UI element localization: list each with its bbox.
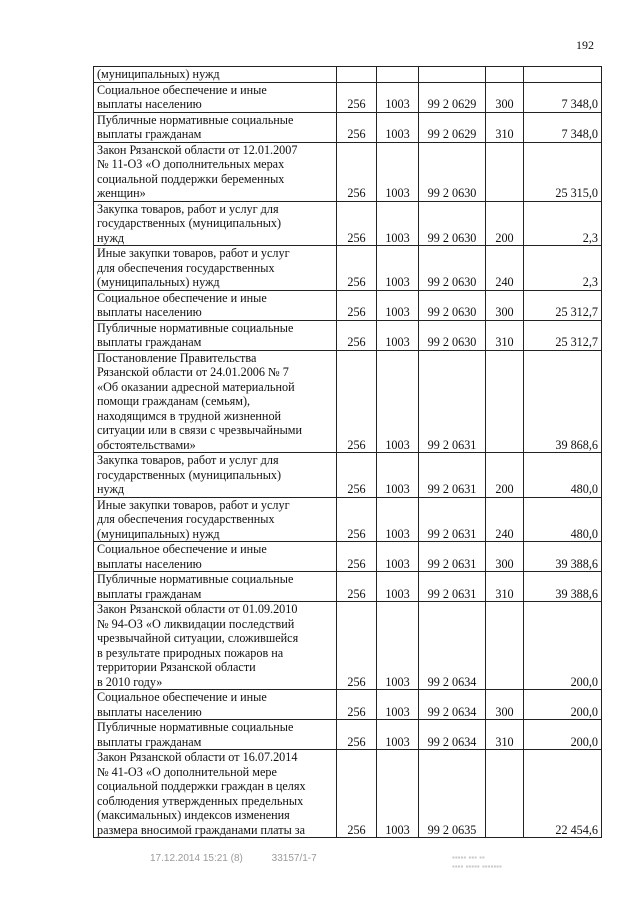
- row-article-cell: 99 2 0629: [419, 82, 486, 112]
- document-footer: [150, 853, 343, 864]
- table-row: [94, 142, 602, 201]
- row-section-cell: [377, 67, 419, 83]
- row-name-cell: Публичные нормативные социальные выплаты гражданам: [94, 720, 337, 750]
- row-name-cell: Публичные нормативные социальные выплаты гражданам: [94, 112, 337, 142]
- table-row: [94, 497, 602, 542]
- row-expense-cell: 200: [486, 201, 524, 246]
- row-code-cell: 256: [337, 112, 377, 142]
- row-name-cell: Закон Рязанской области от 12.01.2007 № 11-ОЗ «О дополнительных мерах социальной поддержки беременных женщин»: [94, 142, 337, 201]
- row-article-cell: 99 2 0630: [419, 201, 486, 246]
- footer-doc-code: 33157/1-7: [271, 853, 317, 864]
- row-name-cell: Публичные нормативные социальные выплаты гражданам: [94, 320, 337, 350]
- row-section-cell: 1003: [377, 82, 419, 112]
- row-article-cell: 99 2 0631: [419, 350, 486, 453]
- row-name-cell: Закупка товаров, работ и услуг для государственных (муниципальных) нужд: [94, 201, 337, 246]
- row-code-cell: 256: [337, 497, 377, 542]
- row-code-cell: 256: [337, 542, 377, 572]
- row-name-cell: Социальное обеспечение и иные выплаты населению: [94, 690, 337, 720]
- row-section-cell: 1003: [377, 497, 419, 542]
- row-code-cell: 256: [337, 350, 377, 453]
- row-name-cell: Социальное обеспечение и иные выплаты населению: [94, 290, 337, 320]
- row-name-cell: Публичные нормативные социальные выплаты гражданам: [94, 572, 337, 602]
- row-section-cell: 1003: [377, 112, 419, 142]
- row-expense-cell: [486, 350, 524, 453]
- row-code-cell: 256: [337, 453, 377, 498]
- row-expense-cell: [486, 67, 524, 83]
- row-expense-cell: [486, 750, 524, 838]
- row-expense-cell: 310: [486, 112, 524, 142]
- row-code-cell: 256: [337, 572, 377, 602]
- row-section-cell: 1003: [377, 142, 419, 201]
- row-expense-cell: 200: [486, 453, 524, 498]
- row-section-cell: 1003: [377, 720, 419, 750]
- row-article-cell: 99 2 0631: [419, 542, 486, 572]
- table-row: [94, 750, 602, 838]
- row-sum-cell: 25 312,7: [524, 290, 602, 320]
- table-row: [94, 690, 602, 720]
- row-sum-cell: 39 388,6: [524, 572, 602, 602]
- row-code-cell: 256: [337, 750, 377, 838]
- row-name-cell: Социальное обеспечение и иные выплаты населению: [94, 82, 337, 112]
- table-row: [94, 542, 602, 572]
- row-sum-cell: 39 868,6: [524, 350, 602, 453]
- table-row: [94, 602, 602, 690]
- row-expense-cell: 300: [486, 82, 524, 112]
- row-article-cell: 99 2 0631: [419, 453, 486, 498]
- row-sum-cell: 2,3: [524, 246, 602, 291]
- table-row: [94, 67, 602, 83]
- row-article-cell: 99 2 0630: [419, 320, 486, 350]
- row-section-cell: 1003: [377, 246, 419, 291]
- row-sum-cell: 25 312,7: [524, 320, 602, 350]
- row-name-cell: Иные закупки товаров, работ и услуг для обеспечения государственных (муниципальных) нужд: [94, 497, 337, 542]
- row-sum-cell: 7 348,0: [524, 82, 602, 112]
- row-section-cell: 1003: [377, 690, 419, 720]
- row-section-cell: 1003: [377, 602, 419, 690]
- row-code-cell: 256: [337, 290, 377, 320]
- row-code-cell: [337, 67, 377, 83]
- table-row: [94, 82, 602, 112]
- row-section-cell: 1003: [377, 320, 419, 350]
- row-code-cell: 256: [337, 602, 377, 690]
- row-expense-cell: [486, 142, 524, 201]
- row-article-cell: 99 2 0635: [419, 750, 486, 838]
- row-sum-cell: 22 454,6: [524, 750, 602, 838]
- row-sum-cell: 200,0: [524, 720, 602, 750]
- row-sum-cell: 200,0: [524, 602, 602, 690]
- row-name-cell: Иные закупки товаров, работ и услуг для обеспечения государственных (муниципальных) нужд: [94, 246, 337, 291]
- row-sum-cell: 39 388,6: [524, 542, 602, 572]
- row-sum-cell: 200,0: [524, 690, 602, 720]
- row-code-cell: 256: [337, 320, 377, 350]
- row-article-cell: 99 2 0634: [419, 720, 486, 750]
- row-code-cell: 256: [337, 690, 377, 720]
- budget-table: [93, 66, 602, 838]
- table-row: [94, 290, 602, 320]
- row-section-cell: 1003: [377, 542, 419, 572]
- row-name-cell: Закупка товаров, работ и услуг для государственных (муниципальных) нужд: [94, 453, 337, 498]
- row-expense-cell: 240: [486, 246, 524, 291]
- row-expense-cell: 300: [486, 690, 524, 720]
- footer-timestamp: 17.12.2014 15:21 (8): [150, 853, 243, 864]
- row-section-cell: 1003: [377, 572, 419, 602]
- row-section-cell: 1003: [377, 453, 419, 498]
- row-code-cell: 256: [337, 82, 377, 112]
- row-sum-cell: 480,0: [524, 497, 602, 542]
- row-sum-cell: [524, 67, 602, 83]
- table-row: [94, 350, 602, 453]
- row-article-cell: 99 2 0634: [419, 602, 486, 690]
- row-expense-cell: 310: [486, 572, 524, 602]
- table-row: [94, 246, 602, 291]
- row-name-cell: Постановление Правительства Рязанской области от 24.01.2006 № 7 «Об оказании адресной материальной помощи гражданам (семьям), находящимся в трудной жизненной ситуации или в связи с чрезвычайными обстоятельствами»: [94, 350, 337, 453]
- table-row: [94, 320, 602, 350]
- table-row: [94, 112, 602, 142]
- table-row: [94, 572, 602, 602]
- row-expense-cell: 310: [486, 320, 524, 350]
- row-name-cell: (муниципальных) нужд: [94, 67, 337, 83]
- row-expense-cell: 310: [486, 720, 524, 750]
- row-name-cell: Социальное обеспечение и иные выплаты населению: [94, 542, 337, 572]
- row-name-cell: Закон Рязанской области от 16.07.2014 № 41-ОЗ «О дополнительной мере социальной поддержки граждан в целях соблюдения утвержденных предельных (максимальных) индексов изменения размера вносимой гражданами платы за: [94, 750, 337, 838]
- row-sum-cell: 480,0: [524, 453, 602, 498]
- table-row: [94, 720, 602, 750]
- row-name-cell: Закон Рязанской области от 01.09.2010 № 94-ОЗ «О ликвидации последствий чрезвычайной ситуации, сложившейся в результате природных пожаров на территории Рязанской области в 2010 году»: [94, 602, 337, 690]
- row-code-cell: 256: [337, 142, 377, 201]
- row-expense-cell: 240: [486, 497, 524, 542]
- row-article-cell: 99 2 0629: [419, 112, 486, 142]
- row-code-cell: 256: [337, 246, 377, 291]
- row-code-cell: 256: [337, 720, 377, 750]
- row-sum-cell: 7 348,0: [524, 112, 602, 142]
- table-row: [94, 453, 602, 498]
- row-section-cell: 1003: [377, 201, 419, 246]
- page-number: 192: [576, 38, 594, 52]
- table-row: [94, 201, 602, 246]
- row-article-cell: 99 2 0630: [419, 290, 486, 320]
- row-section-cell: 1003: [377, 290, 419, 320]
- row-expense-cell: 300: [486, 290, 524, 320]
- row-expense-cell: 300: [486, 542, 524, 572]
- row-article-cell: 99 2 0631: [419, 572, 486, 602]
- table-body: [94, 67, 602, 838]
- row-section-cell: 1003: [377, 350, 419, 453]
- row-article-cell: 99 2 0630: [419, 246, 486, 291]
- row-article-cell: 99 2 0634: [419, 690, 486, 720]
- row-article-cell: [419, 67, 486, 83]
- row-expense-cell: [486, 602, 524, 690]
- row-code-cell: 256: [337, 201, 377, 246]
- row-article-cell: 99 2 0631: [419, 497, 486, 542]
- row-article-cell: 99 2 0630: [419, 142, 486, 201]
- row-section-cell: 1003: [377, 750, 419, 838]
- row-sum-cell: 25 315,0: [524, 142, 602, 201]
- faint-stamp-mark: ▪▪▪▪▪ ▪▪▪ ▪▪ ▪▪▪▪ ▪▪▪▪▪ ▪▪▪▪▪▪▪: [452, 853, 502, 871]
- row-sum-cell: 2,3: [524, 201, 602, 246]
